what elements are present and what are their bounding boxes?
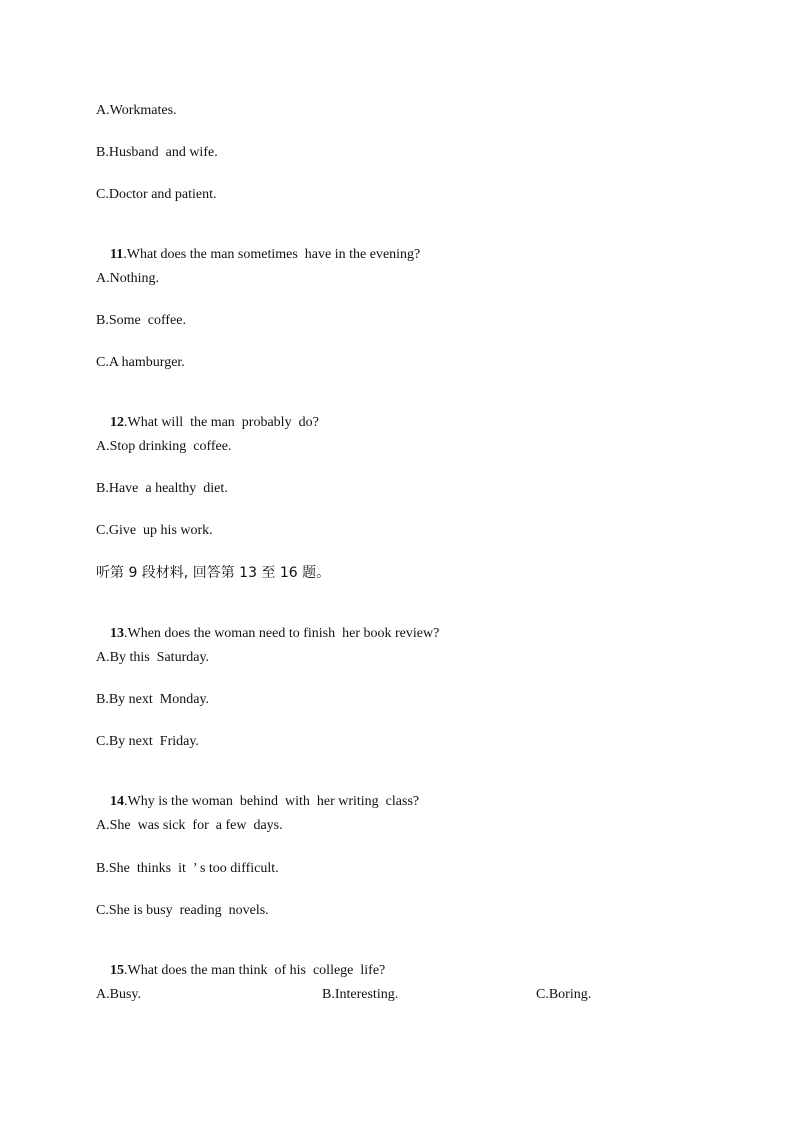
question-11 bbox=[96, 228, 421, 262]
option-q11-c: C.A hamburger. bbox=[96, 355, 185, 370]
option-q11-b: B.Some coffee. bbox=[96, 313, 186, 328]
option-q14-c: C.She is busy reading novels. bbox=[96, 903, 269, 918]
option-q11-a: A.Nothing. bbox=[96, 271, 159, 286]
question-text: .What does the man think of his college life? bbox=[124, 963, 386, 978]
option-q14-a: A.She was sick for a few days. bbox=[96, 818, 283, 833]
question-text: .Why is the woman behind with her writing class? bbox=[124, 794, 420, 809]
question-14 bbox=[96, 775, 420, 809]
question-number: 11 bbox=[110, 247, 124, 262]
option-q15-a: A.Busy. bbox=[96, 987, 141, 1002]
question-number: 13 bbox=[110, 626, 124, 641]
question-12 bbox=[96, 396, 319, 430]
question-number: 15 bbox=[110, 963, 124, 978]
option-q10-c: C.Doctor and patient. bbox=[96, 187, 217, 202]
question-number: 14 bbox=[110, 794, 124, 809]
question-13 bbox=[96, 607, 440, 641]
section-instruction: 听第 9 段材料, 回答第 13 至 16 题。 bbox=[96, 565, 331, 581]
option-q12-a: A.Stop drinking coffee. bbox=[96, 439, 232, 454]
option-q12-b: B.Have a healthy diet. bbox=[96, 481, 228, 496]
option-q13-a: A.By this Saturday. bbox=[96, 650, 210, 665]
option-q12-c: C.Give up his work. bbox=[96, 523, 213, 538]
option-q10-a: A.Workmates. bbox=[96, 103, 177, 118]
question-15 bbox=[96, 944, 386, 978]
option-q10-b: B.Husband and wife. bbox=[96, 145, 218, 160]
option-q15-b: B.Interesting. bbox=[322, 987, 399, 1002]
option-q13-c: C.By next Friday. bbox=[96, 734, 199, 749]
option-q15-c: C.Boring. bbox=[536, 987, 592, 1002]
question-number: 12 bbox=[110, 415, 124, 430]
question-text: .When does the woman need to finish her book review? bbox=[124, 626, 440, 641]
question-text: .What does the man sometimes have in the evening? bbox=[123, 247, 421, 262]
option-q13-b: B.By next Monday. bbox=[96, 692, 210, 707]
option-q14-b: B.She thinks it ’ s too difficult. bbox=[96, 861, 279, 876]
question-text: .What will the man probably do? bbox=[124, 415, 319, 430]
options-q15 bbox=[96, 986, 716, 1004]
